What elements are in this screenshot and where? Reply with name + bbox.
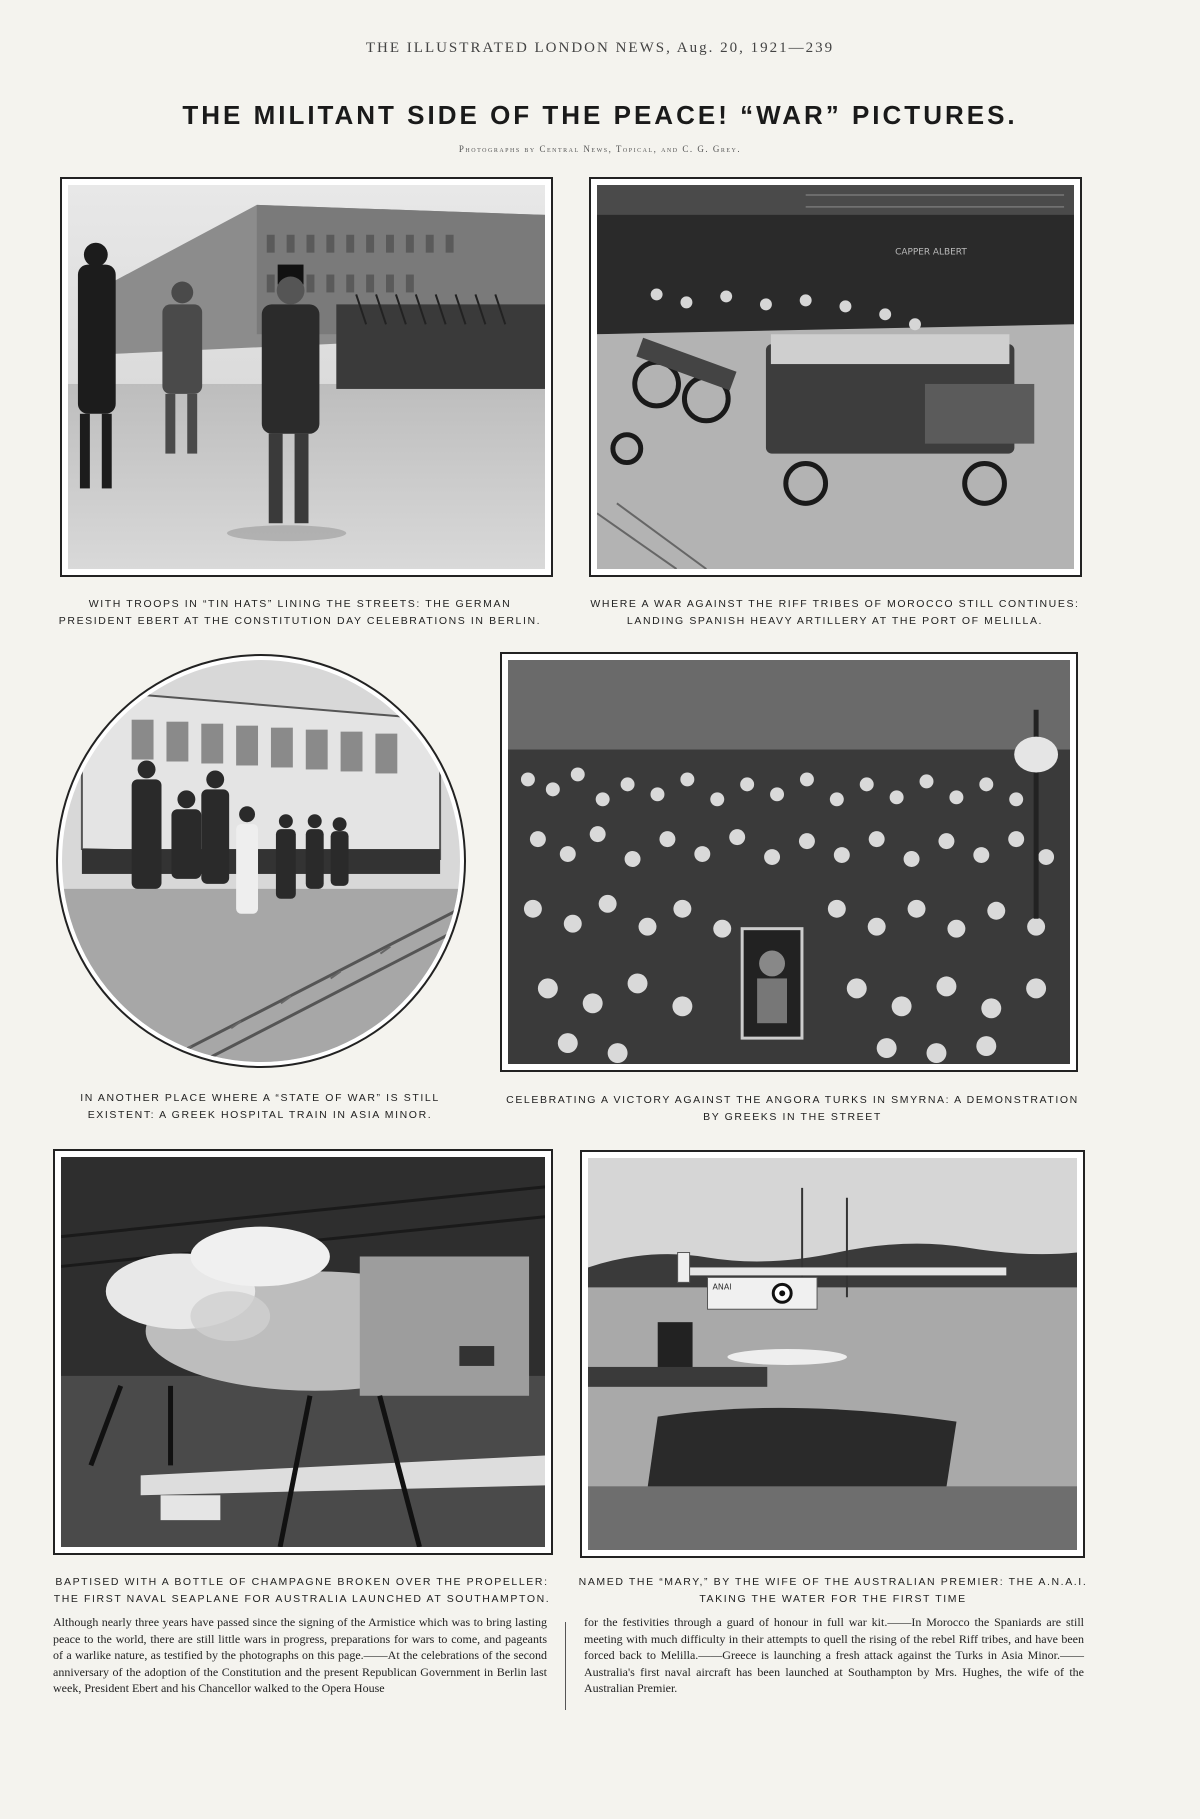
column-divider <box>565 1622 566 1710</box>
photo-smyrna-demonstration <box>500 652 1078 1072</box>
plane-marking-text: ANAI <box>712 1282 732 1292</box>
photo-mary-seaplane <box>580 1150 1085 1558</box>
caption-berlin: WITH TROOPS IN “TIN HATS” LINING THE STREETS: THE GERMAN PRESIDENT EBERT AT THE CONSTITUTION DAY CELEBRATIONS IN BERLIN. <box>58 598 542 627</box>
caption-seaplane: BAPTISED WITH A BOTTLE OF CHAMPAGNE BROKEN OVER THE PROPELLER: THE FIRST NAVAL SEAPLANE FOR AUSTRALIA LAUNCHED AT SOUTHAMPTON. <box>53 1576 551 1605</box>
photo-credits: Photographs by Central News, Topical, and C. G. Grey. <box>458 144 742 154</box>
smyrna-crowd-illustration <box>508 660 1070 1064</box>
article-body-col1: Although nearly three years have passed since the signing of the Armistice which was to bring lasting peace to the world, there are still little wars in progress, preparations for wars to come, and pageants of a warlike nature, as testified by the photographs on this page.——At the celebrations of the second anniversary of the adoption of the Constitution and the present Republican Government in Berlin last week, President Ebert and his Chancellor walked to the Opera House <box>53 1615 547 1695</box>
photo-melilla-artillery <box>589 177 1082 577</box>
caption-mary: NAMED THE “MARY,” BY THE WIFE OF THE AUSTRALIAN PREMIER: THE A.N.A.I. TAKING THE WATER FOR THE FIRST TIME <box>578 1576 1088 1605</box>
melilla-scene-illustration <box>597 185 1074 569</box>
seaplane-closeup-illustration <box>61 1157 545 1547</box>
article-body-col2: for the festivities through a guard of honour in full war kit.——In Morocco the Spaniards are still meeting with much difficulty in their attempts to quell the rising of the rebel Riff tribes, and have been forced back to Melilla.——Greece is launching a fresh attack against the Turks in Asia Minor.——Australia's first naval aircraft has been launched at Southampton by Mrs. Hughes, the wife of the Australian Premier. <box>584 1615 1084 1695</box>
berlin-scene-illustration <box>68 185 545 569</box>
page-header: THE ILLUSTRATED LONDON NEWS, Aug. 20, 1921—239 <box>365 40 835 56</box>
mary-seaplane-illustration <box>588 1158 1077 1550</box>
caption-melilla: WHERE A WAR AGAINST THE RIFF TRIBES OF MOROCCO STILL CONTINUES: LANDING SPANISH HEAVY ARTILLERY AT THE PORT OF MELILLA. <box>590 598 1080 627</box>
photo-berlin-ebert <box>60 177 553 577</box>
photo-seaplane-launch <box>53 1149 553 1555</box>
caption-train: IN ANOTHER PLACE WHERE A “STATE OF WAR” IS STILL EXISTENT: A GREEK HOSPITAL TRAIN IN ASIA MINOR. <box>80 1092 440 1121</box>
ship-name-text: CAPPER ALBERT <box>895 247 967 258</box>
caption-smyrna: CELEBRATING A VICTORY AGAINST THE ANGORA TURKS IN SMYRNA: A DEMONSTRATION BY GREEKS IN THE STREET <box>506 1094 1079 1123</box>
train-scene-illustration <box>62 660 460 1062</box>
page-title: THE MILITANT SIDE OF THE PEACE! “WAR” PICTURES. <box>182 100 1018 130</box>
photo-greek-hospital-train <box>56 654 466 1068</box>
